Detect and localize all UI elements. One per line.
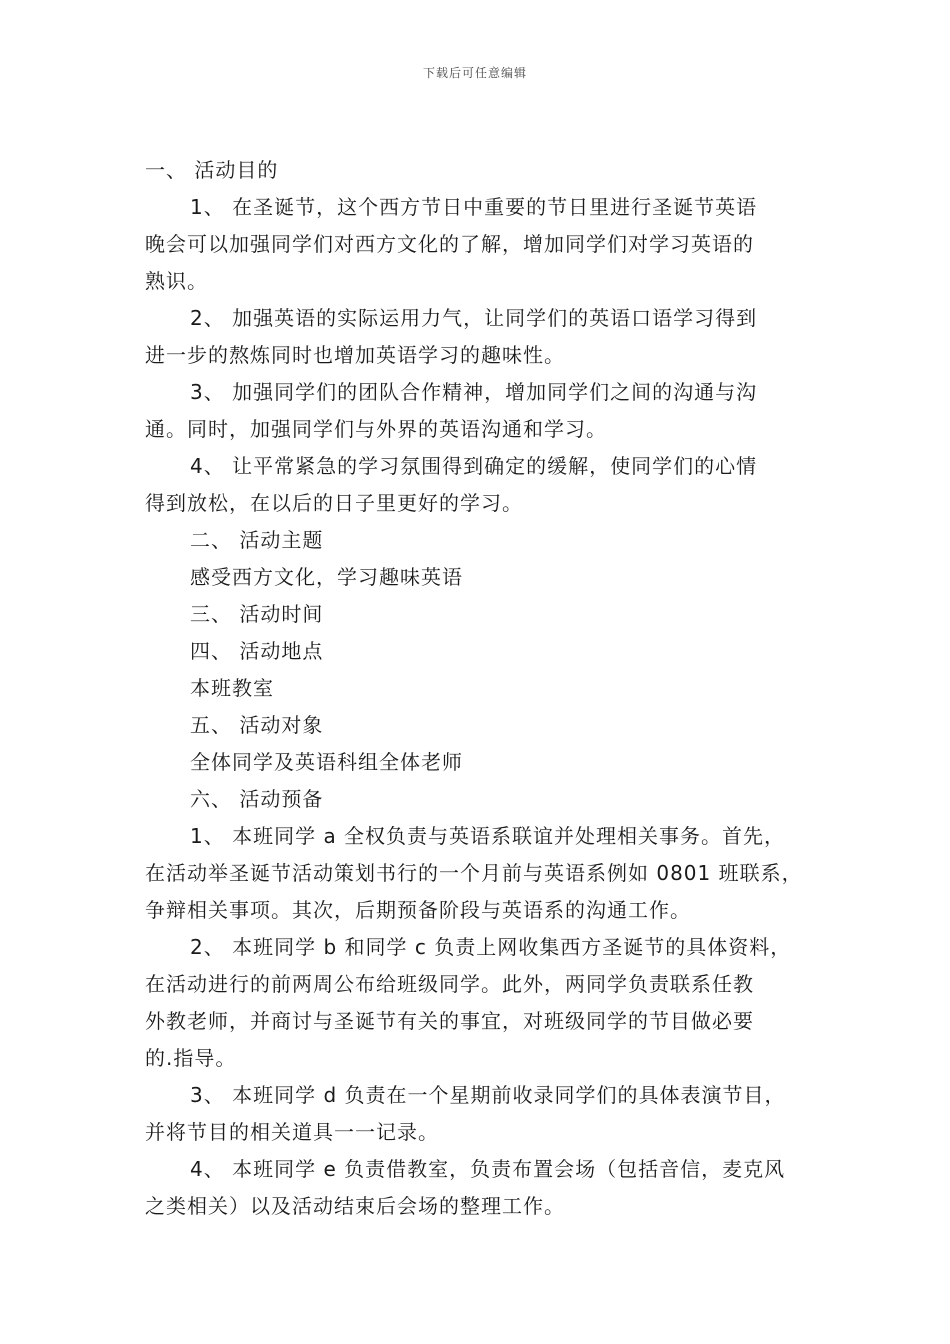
- paragraph-line: 1、 在圣诞节，这个西方节日中重要的节日里进行圣诞节英语: [190, 195, 758, 219]
- section-heading: 五、 活动对象: [190, 713, 324, 737]
- paragraph-line: 本班教室: [190, 676, 274, 700]
- document-body: [145, 152, 815, 1225]
- paragraph-line: 熟识。: [145, 269, 208, 293]
- paragraph-line: 3、 加强同学们的团队合作精神，增加同学们之间的沟通与沟: [190, 380, 758, 404]
- section-heading: 三、 活动时间: [190, 602, 324, 626]
- paragraph-line: 在活动举圣诞节活动策划书行的一个月前与英语系例如 0801 班联系，: [145, 861, 803, 885]
- section-heading: 四、 活动地点: [190, 639, 324, 663]
- paragraph-line: 4、 本班同学 e 负责借教室，负责布置会场（包括音信，麦克风: [190, 1157, 786, 1181]
- section-heading: 二、 活动主题: [190, 528, 324, 552]
- paragraph-line: 2、 本班同学 b 和同学 c 负责上网收集西方圣诞节的具体资料，: [190, 935, 792, 959]
- paragraph-line: 在活动进行的前两周公布给班级同学。此外，两同学负责联系任教: [145, 972, 754, 996]
- paragraph-line: 晚会可以加强同学们对西方文化的了解，增加同学们对学习英语的: [145, 232, 754, 256]
- paragraph-line: 1、 本班同学 a 全权负责与英语系联谊并处理相关事务。首先，: [190, 824, 786, 848]
- paragraph-line: 的.指导。: [145, 1046, 237, 1070]
- paragraph-line: 通。同时，加强同学们与外界的英语沟通和学习。: [145, 417, 607, 441]
- paragraph-line: 争辩相关事项。其次，后期预备阶段与英语系的沟通工作。: [145, 898, 691, 922]
- paragraph-line: 全体同学及英语科组全体老师: [190, 750, 463, 774]
- section-heading: 六、 活动预备: [190, 787, 324, 811]
- paragraph-line: 得到放松，在以后的日子里更好的学习。: [145, 491, 523, 515]
- page-header: 下载后可任意编辑: [422, 66, 527, 80]
- paragraph-line: 2、 加强英语的实际运用力气，让同学们的英语口语学习得到: [190, 306, 758, 330]
- paragraph-line: 并将节目的相关道具一一记录。: [145, 1120, 439, 1144]
- section-heading: 一、 活动目的: [145, 158, 279, 182]
- paragraph-line: 之类相关）以及活动结束后会场的整理工作。: [145, 1194, 565, 1218]
- paragraph-line: 进一步的熬炼同时也增加英语学习的趣味性。: [145, 343, 565, 367]
- paragraph-line: 3、 本班同学 d 负责在一个星期前收录同学们的具体表演节目，: [190, 1083, 786, 1107]
- paragraph-line: 4、 让平常紧急的学习氛围得到确定的缓解，使同学们的心情: [190, 454, 758, 478]
- paragraph-line: 外教老师，并商讨与圣诞节有关的事宜，对班级同学的节目做必要: [145, 1009, 754, 1033]
- paragraph-line: 感受西方文化，学习趣味英语: [190, 565, 463, 589]
